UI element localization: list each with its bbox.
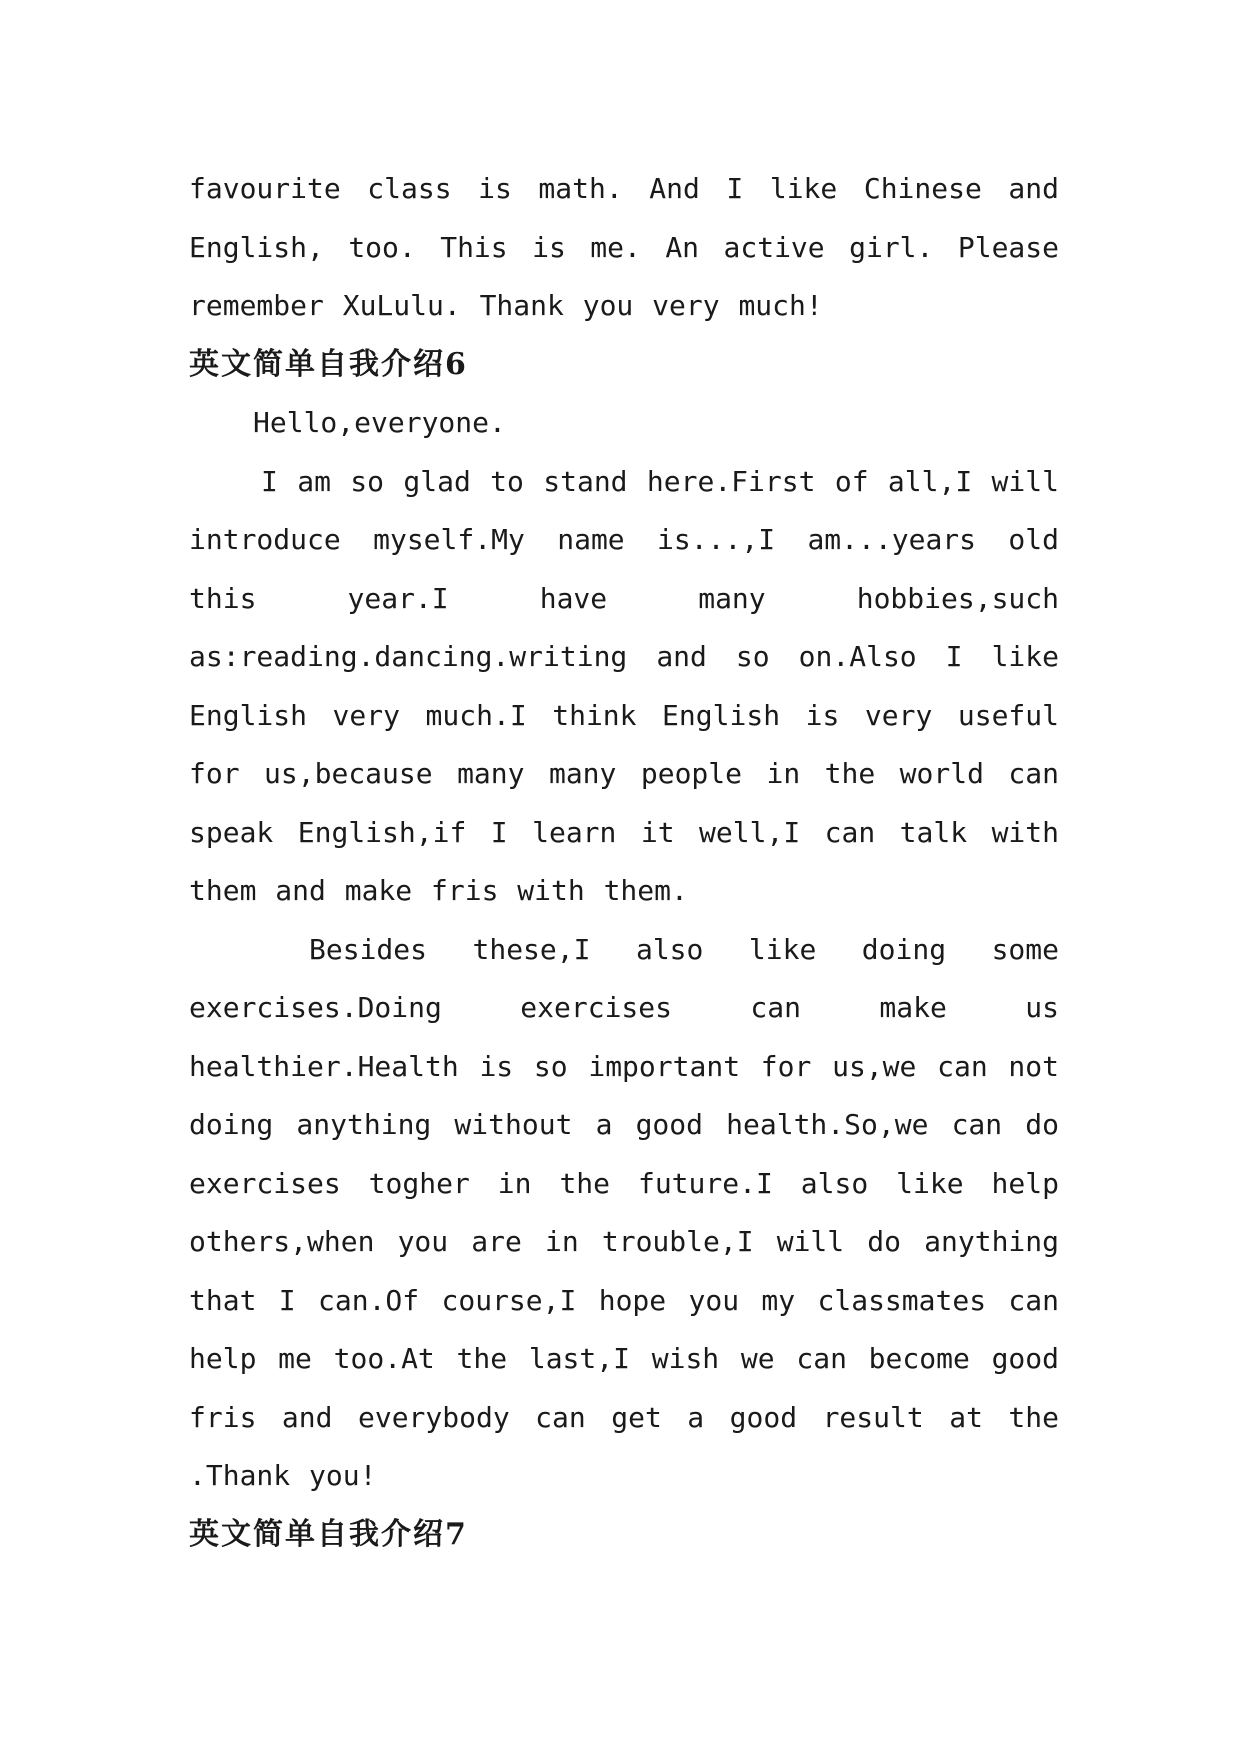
section-heading-6: 英文简单自我介绍6 (189, 346, 468, 382)
greeting-line: Hello,everyone. (253, 406, 506, 439)
paragraph-intro: I am so glad to stand here.First of all,I will introduce myself.My name is...,I am...years old this year.I have many hobbies,such as:reading.dancing.writing and so on.Also I like English very much.I think English is very useful for us,because many many people in the world can speak English,if I learn it well,I can talk with them and make fris with them. (189, 464, 1059, 907)
paragraph-besides: Besides these,I also like doing some exercises.Doing exercises can make us healthier.Health is so important for us,we can not doing anything without a good health.So,we can do exercises togher in the future.I also like help others,when you are in trouble,I will do anything that I can.Of course,I hope you my classmates can help me too.At the last,I wish we can become good fris and everybody can get a good result at the .Thank you! (189, 932, 1059, 1492)
section-heading-7: 英文简单自我介绍7 (189, 1516, 468, 1552)
paragraph-continued: favourite class is math. And I like Chinese and English, too. This is me. An active girl. Please remember XuLulu. Thank you very much! (189, 172, 1059, 322)
document-page (189, 160, 1059, 1564)
